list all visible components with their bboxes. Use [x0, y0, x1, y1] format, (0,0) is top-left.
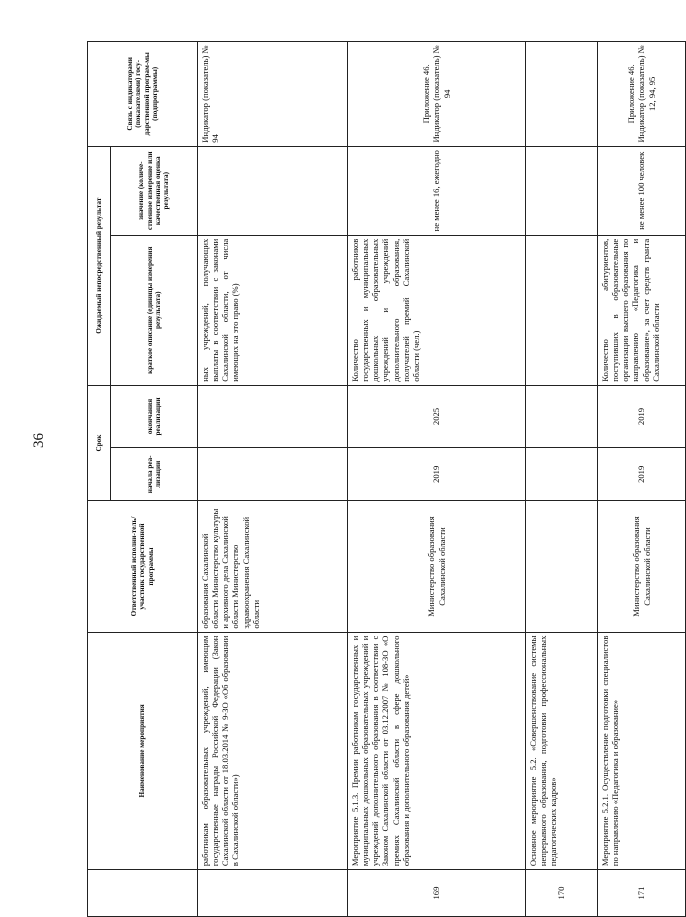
- activity-name: Мероприятие 5.1.3. Премии работникам государственных и муниципальных дошкольных образовательных учреждений и учреждений дополнительного образования в соответствии с Законом Сахалинской области от 03.12.2007 № 108-ЗО «О премиях Сахалинской области в сфере дошкольного образования и дополнительного образования детей»: [348, 632, 526, 870]
- header-short-description: краткое описание (единицы измерения результата): [111, 235, 198, 385]
- short-description: [526, 235, 598, 385]
- end-year: 2025: [348, 385, 526, 448]
- indicator-link: Индикатор (показатель) № 94: [198, 42, 348, 147]
- responsible: Министерство образования Сахалинской области: [348, 501, 526, 632]
- activity-name: Мероприятие 5.2.1. Осуществление подготовки специалистов по направлению «Педагогика и образование»: [598, 632, 686, 870]
- indicator-link: [526, 42, 598, 147]
- header-end: окончания реализации: [111, 385, 198, 448]
- responsible: [526, 501, 598, 632]
- row-num: 171: [598, 870, 686, 917]
- activity-name: работникам образовательных учреждений, имеющим государственные награды Российской Федерации (Закон Сахалинской области от 18.03.2014 № 9-ЗО «Об образовании в Сахалинской области»): [198, 632, 348, 870]
- end-year: 2019: [598, 385, 686, 448]
- result-value: [198, 146, 348, 235]
- responsible: Министерство образования Сахалинской области: [598, 501, 686, 632]
- header-num: [88, 870, 198, 917]
- header-start: начала реа-лизации: [111, 448, 198, 501]
- header-responsible: Ответственный исполни-тель/участник государственной программы: [88, 501, 198, 632]
- header-expected-result: Ожидаемый непосредственный результат: [88, 146, 111, 385]
- table-row: [526, 42, 598, 917]
- header-term: Срок: [88, 385, 111, 501]
- end-year: [526, 385, 598, 448]
- program-activities-table: [87, 41, 686, 917]
- row-num: [198, 870, 348, 917]
- row-num: 170: [526, 870, 598, 917]
- short-description: ных учреждений, получающих выплаты в соответствии с законами Сахалинской области, от числа имеющих на это право (%): [198, 235, 348, 385]
- header-value: значение (количе-ственное измерение или качественная оценка результата): [111, 146, 198, 235]
- start-year: 2019: [598, 448, 686, 501]
- end-year: [198, 385, 348, 448]
- activity-name: Основное мероприятие 5.2. «Совершенствование системы непрерывного образования, подготовки профессиональных педагогических кадров»: [526, 632, 598, 870]
- header-activity-name: Наименование мероприятия: [88, 632, 198, 870]
- table-row: [198, 42, 348, 917]
- page-number: 36: [31, 433, 47, 448]
- short-description: Количество работников государственных и муниципальных дошкольных образовательных учреждений и учреждений дополнительного образования, получателей премий Сахалинской области (чел.): [348, 235, 526, 385]
- start-year: [198, 448, 348, 501]
- table-row: [348, 42, 526, 917]
- result-value: не менее 100 человек: [598, 146, 686, 235]
- start-year: [526, 448, 598, 501]
- indicator-link: Приложение 46. Индикатор (показатель) № 12, 94, 95: [598, 42, 686, 147]
- start-year: 2019: [348, 448, 526, 501]
- row-num: 169: [348, 870, 526, 917]
- result-value: [526, 146, 598, 235]
- table-row: [598, 42, 686, 917]
- result-value: не менее 16, ежегодно: [348, 146, 526, 235]
- header-indicator-link: Связь с индикаторами (показателями) госу-дарственной програм-мы (подпрограммы): [88, 42, 198, 147]
- short-description: Количество абитуриентов, поступивших в образовательные организации высшего образования по направлению «Педагогика и образование», за счет средств гранта Сахалинской области: [598, 235, 686, 385]
- responsible: образования Сахалинской области Министерство культуры и архивного дела Сахалинской области Министерство здравоохранения Сахалинской области: [198, 501, 348, 632]
- indicator-link: Приложение 46. Индикатор (показатель) № 94: [348, 42, 526, 147]
